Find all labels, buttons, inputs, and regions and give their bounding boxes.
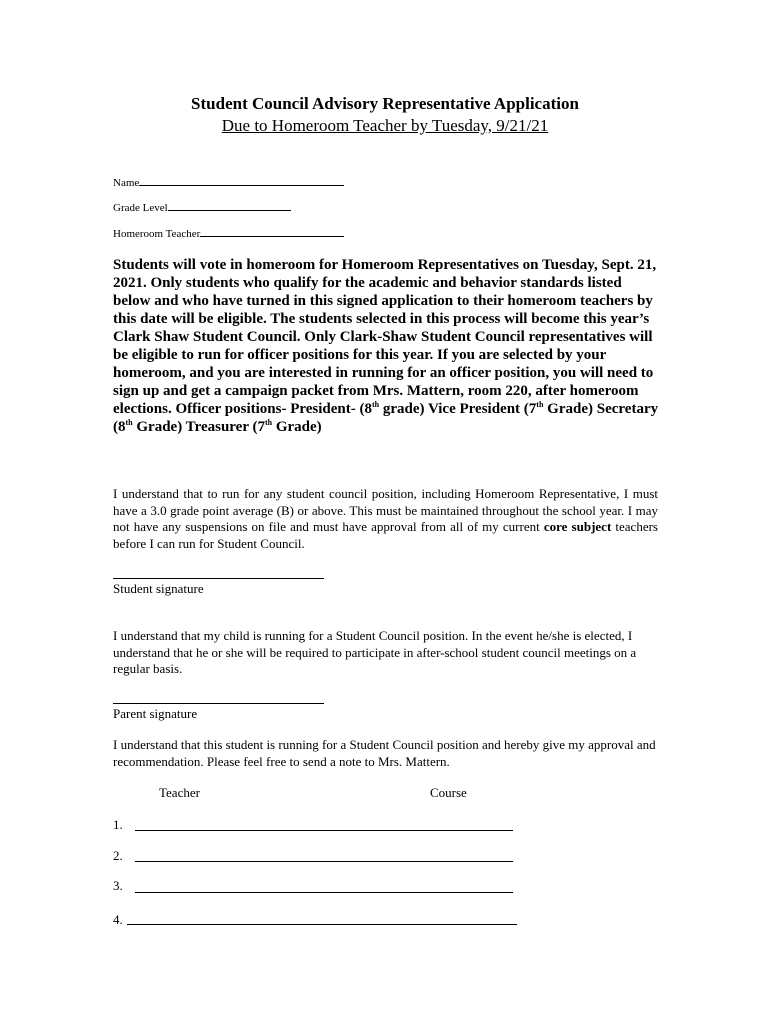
- grade-level-line[interactable]: [168, 201, 291, 211]
- form-title: Student Council Advisory Representative Application: [191, 94, 579, 113]
- name-label: Name: [113, 177, 140, 189]
- teacher-row-line[interactable]: [135, 830, 513, 831]
- homeroom-teacher-field[interactable]: [113, 227, 344, 240]
- teacher-row-number: 2.: [113, 848, 123, 863]
- parent-signature-label: Parent signature: [113, 706, 198, 721]
- parent-agreement-paragraph: I understand that my child is running for a Student Council position. In the event he/she is elected, I understand that he or she will be required to participate in after-school student council meetings on a regular basis.: [113, 628, 637, 676]
- teacher-approval-paragraph: I understand that this student is running for a Student Council position and hereby give my approval and recommendation. Please feel free to send a note to Mrs. Mattern.: [113, 737, 656, 769]
- name-line[interactable]: [139, 176, 344, 186]
- student-agreement-paragraph: I understand that to run for any student council position, including Homeroom Representative, I must have a 3.0 grade point average (B) or above. This must be maintained throughout the school year. I may not have any suspensions on file and must have approval from all of my current core subject teachers before I can run for Student Council.: [113, 486, 658, 551]
- homeroom-teacher-label: Homeroom Teacher: [113, 228, 201, 240]
- intro-paragraph: Students will vote in homeroom for Homeroom Representatives on Tuesday, Sept. 21, 2021. Only students who qualify for the academic and behavior standards listed below and who have turned in this signed application to their homeroom teachers by this date will be eligible. The students selected in this process will become this year’s Clark Shaw Student Council. Only Clark-Shaw Student Council representatives will be eligible to run for officer positions for this year. If you are selected by your homeroom, and you are interested in running for an officer position, you will need to sign up and get a campaign packet from Mrs. Mattern, room 220, after homeroom elections. Officer positions- President- (8th grade) Vice President (7th Grade) Secretary (8th Grade) Treasurer (7th Grade): [113, 257, 659, 435]
- core-subject-emphasis: core subject: [543, 519, 612, 534]
- student-signature-line[interactable]: [113, 578, 324, 579]
- teacher-row-number: 4.: [113, 912, 123, 927]
- homeroom-teacher-line[interactable]: [200, 227, 344, 237]
- student-signature-label: Student signature: [113, 581, 204, 596]
- parent-signature-line[interactable]: [113, 703, 324, 704]
- grade-level-field[interactable]: [113, 201, 291, 214]
- teacher-row-line[interactable]: [135, 861, 513, 862]
- teacher-row-number: 3.: [113, 878, 123, 893]
- teacher-row-line[interactable]: [135, 892, 513, 893]
- grade-level-label: Grade Level: [113, 202, 168, 214]
- due-date-subtitle: Due to Homeroom Teacher by Tuesday, 9/21/21: [221, 116, 549, 135]
- name-field[interactable]: [113, 176, 344, 189]
- teacher-column-header: Teacher: [159, 785, 200, 800]
- teacher-row-number: 1.: [113, 817, 123, 832]
- course-column-header: Course: [430, 785, 467, 800]
- teacher-row-line[interactable]: [127, 924, 517, 925]
